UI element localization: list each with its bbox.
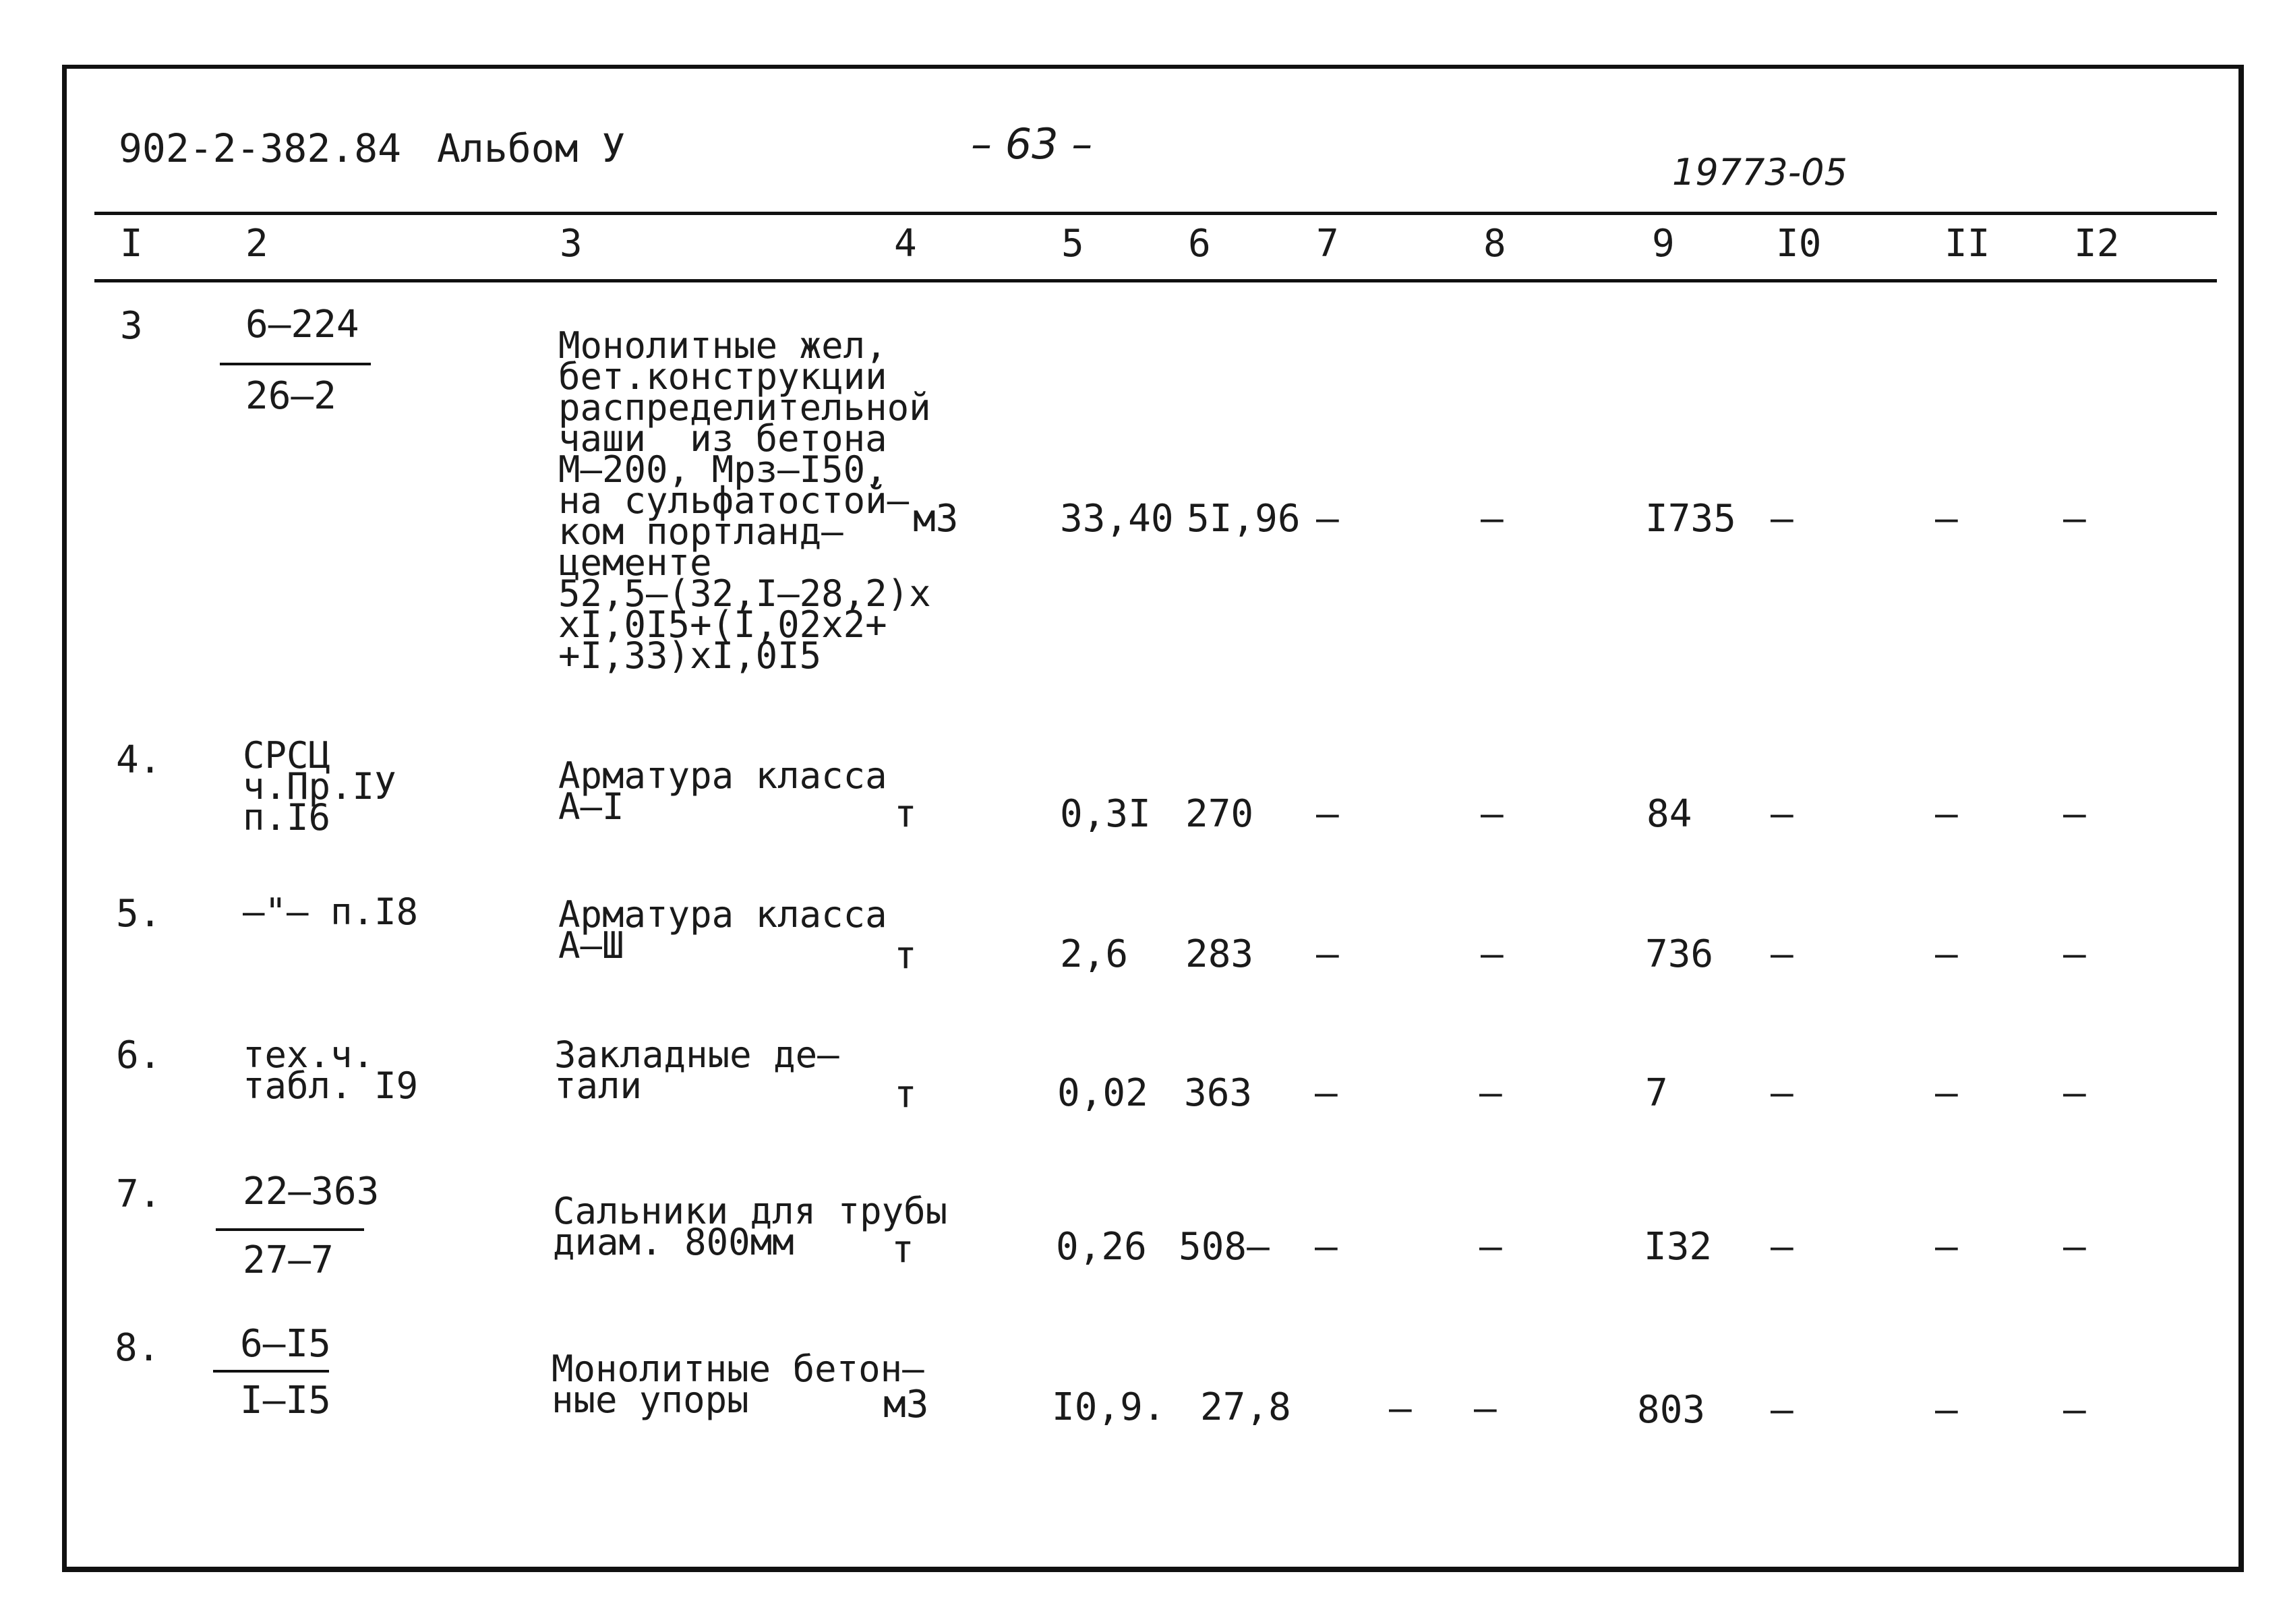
column-header-8: 8 — [1483, 222, 1506, 266]
col7-value: – — [1316, 792, 1339, 836]
col9-value: I32 — [1644, 1225, 1713, 1269]
ref-source: –"– п.I8 — [243, 891, 419, 933]
item-description: Сальники для трубы диам. 800мм — [553, 1190, 948, 1263]
table-row-num: 7. — [116, 1172, 162, 1216]
document-code: 902-2-382.84 — [119, 125, 402, 171]
col7-value: – — [1316, 932, 1339, 976]
column-header-11: II — [1945, 222, 1990, 266]
ref-source: тех.ч. табл. I9 — [243, 1033, 419, 1107]
item-description: Арматура класса А–Ш — [558, 893, 887, 967]
table-row-num: 5. — [116, 892, 162, 936]
column-header-4: 4 — [894, 222, 917, 266]
col5-value: 0,3I — [1060, 792, 1151, 836]
col6-value: 5I,96 — [1187, 497, 1301, 541]
column-header-9: 9 — [1652, 222, 1675, 266]
unit: м3 — [883, 1383, 929, 1426]
col5-value: 0,26 — [1056, 1225, 1147, 1269]
header-top-rule — [94, 212, 2217, 215]
col12-value: – — [2063, 1225, 2086, 1269]
col5-value: 33,40 — [1060, 497, 1174, 541]
col11-value: – — [1935, 932, 1958, 976]
col9-value: 803 — [1637, 1388, 1706, 1432]
col7-value: – — [1315, 1071, 1338, 1115]
page-number: – 63 – — [971, 119, 1093, 169]
column-header-12: I2 — [2074, 222, 2120, 266]
item-description: Арматура класса А–I — [558, 754, 887, 828]
col8-value: – — [1479, 1071, 1502, 1115]
col11-value: – — [1935, 792, 1958, 836]
unit: м3 — [913, 497, 959, 541]
col8-value: – — [1481, 497, 1504, 541]
column-header-6: 6 — [1188, 222, 1211, 266]
ref-denominator: 26–2 — [245, 374, 336, 418]
table-row-num: 3 — [120, 304, 143, 348]
table-row-num: 8. — [115, 1326, 160, 1370]
col10-value: – — [1771, 1388, 1793, 1432]
column-header-7: 7 — [1316, 222, 1339, 266]
ref-source: СРСЦ ч.Пр.IУ п.I6 — [243, 734, 396, 839]
col9-value: 736 — [1645, 932, 1714, 976]
table-row-num: 6. — [116, 1033, 162, 1077]
col11-value: – — [1935, 1071, 1958, 1115]
col6-value: 283 — [1185, 932, 1254, 976]
col8-value: – — [1481, 932, 1504, 976]
unit: т — [891, 1228, 914, 1271]
col9-value: I735 — [1645, 497, 1736, 541]
col12-value: – — [2063, 1388, 2086, 1432]
col10-value: – — [1771, 792, 1793, 836]
col11-value: – — [1935, 497, 1958, 541]
inventory-number: 19773-05 — [1672, 151, 1847, 193]
col7-value: – — [1315, 1225, 1338, 1269]
ref-numerator: 6–I5 — [240, 1322, 331, 1366]
col8-value: – — [1474, 1387, 1497, 1431]
col8-value: – — [1481, 792, 1504, 836]
album-label: Альбом У — [437, 125, 626, 171]
unit: т — [894, 792, 917, 836]
col6-value: 27,8 — [1200, 1385, 1291, 1429]
ref-denominator: I–I5 — [240, 1379, 331, 1422]
col12-value: – — [2063, 932, 2086, 976]
fraction-line — [220, 363, 371, 365]
col5-value: 2,6 — [1060, 932, 1129, 976]
column-header-2: 2 — [245, 222, 268, 266]
col12-value: – — [2063, 497, 2086, 541]
col9-value: 84 — [1646, 792, 1692, 836]
col10-value: – — [1771, 1225, 1793, 1269]
ref-denominator: 27–7 — [243, 1238, 334, 1282]
col8-value: – — [1479, 1225, 1502, 1269]
col6-value: 270 — [1185, 792, 1254, 836]
unit: т — [894, 1073, 917, 1116]
col6-value: 508– — [1179, 1225, 1270, 1269]
item-description: Закладные де– тали — [554, 1033, 839, 1107]
col10-value: – — [1771, 1071, 1793, 1115]
col11-value: – — [1935, 1225, 1958, 1269]
header-bottom-rule — [94, 279, 2217, 282]
fraction-line — [216, 1228, 364, 1231]
column-header-5: 5 — [1061, 222, 1084, 266]
col7-value: – — [1389, 1387, 1412, 1431]
fraction-line — [213, 1370, 329, 1373]
col12-value: – — [2063, 792, 2086, 836]
unit: т — [894, 934, 917, 978]
col10-value: – — [1771, 932, 1793, 976]
col6-value: 363 — [1184, 1071, 1253, 1115]
col5-value: 0,02 — [1057, 1071, 1148, 1115]
item-description: Монолитные бетон– ные упоры — [552, 1348, 924, 1421]
column-header-3: 3 — [560, 222, 583, 266]
col10-value: – — [1771, 497, 1793, 541]
ref-numerator: 6–224 — [245, 303, 359, 347]
table-row-num: 4. — [116, 738, 162, 782]
col11-value: – — [1935, 1388, 1958, 1432]
column-header-1: I — [120, 222, 143, 266]
col9-value: 7 — [1645, 1071, 1668, 1115]
col12-value: – — [2063, 1071, 2086, 1115]
col7-value: – — [1316, 497, 1339, 541]
item-description: Монолитные жел, бет.конструкции распределительной чаши из бетона М–200, Мрз–I50, на сульфатостой– ком портланд– цементе 52,5–(32,I–28,2)х хI,0I5+(I,02х2+ +I,33)хI,0I5 — [558, 324, 931, 677]
col5-value: I0,9. — [1052, 1385, 1166, 1429]
column-header-10: I0 — [1776, 222, 1822, 266]
ref-numerator: 22–363 — [243, 1170, 380, 1213]
